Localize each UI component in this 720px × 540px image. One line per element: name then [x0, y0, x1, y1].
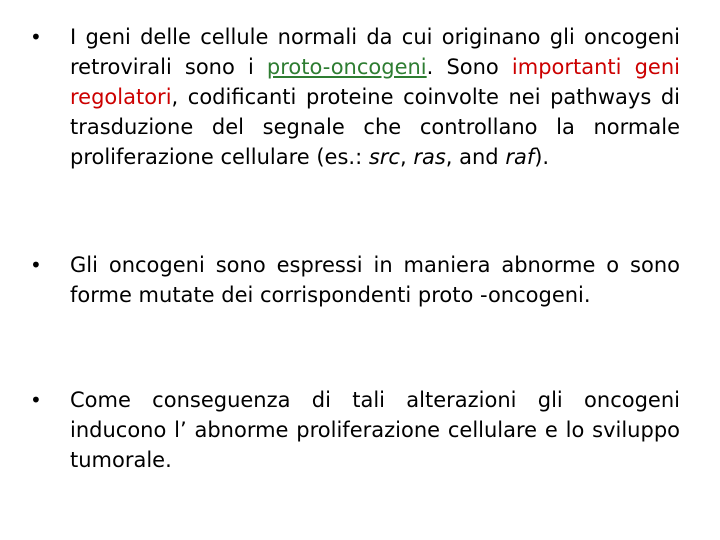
bullet-1-part1: I geni delle cellule normali da cui originano gli oncogeni retrovirali sono i	[70, 25, 680, 79]
bullet-1-part2: . Sono	[426, 55, 512, 79]
bullet-3	[30, 385, 680, 475]
gene-src: src	[368, 145, 400, 169]
bullet-marker: •	[30, 25, 42, 49]
proto-oncogeni-link[interactable]: proto-oncogeni	[266, 55, 427, 79]
bullet-3-text: Come conseguenza di tali alterazioni gli oncogeni inducono l’ abnorme proliferazione cellulare e lo sviluppo tumorale.	[70, 388, 680, 472]
bullet-2	[30, 250, 680, 310]
bullet-marker: •	[30, 253, 42, 277]
bullet-1-part3: , codificanti proteine coinvolte nei pathways di trasduzione del segnale che controllano la normale proliferazione cellulare (es.:	[70, 85, 680, 169]
bullet-1	[30, 22, 680, 172]
gene-ras: ras	[413, 145, 446, 169]
bullet-2-text: Gli oncogeni sono espressi in maniera abnorme o sono forme mutate dei corrispondenti proto -oncogeni.	[70, 253, 680, 307]
gene-raf: raf	[505, 145, 535, 169]
bullet-marker: •	[30, 388, 42, 412]
separator-2: , and	[445, 145, 506, 169]
highlight-text: importanti geni regolatori	[70, 55, 680, 109]
bullet-1-text	[70, 22, 680, 172]
bullet-1-end: ).	[534, 145, 550, 169]
separator-1: ,	[399, 145, 414, 169]
